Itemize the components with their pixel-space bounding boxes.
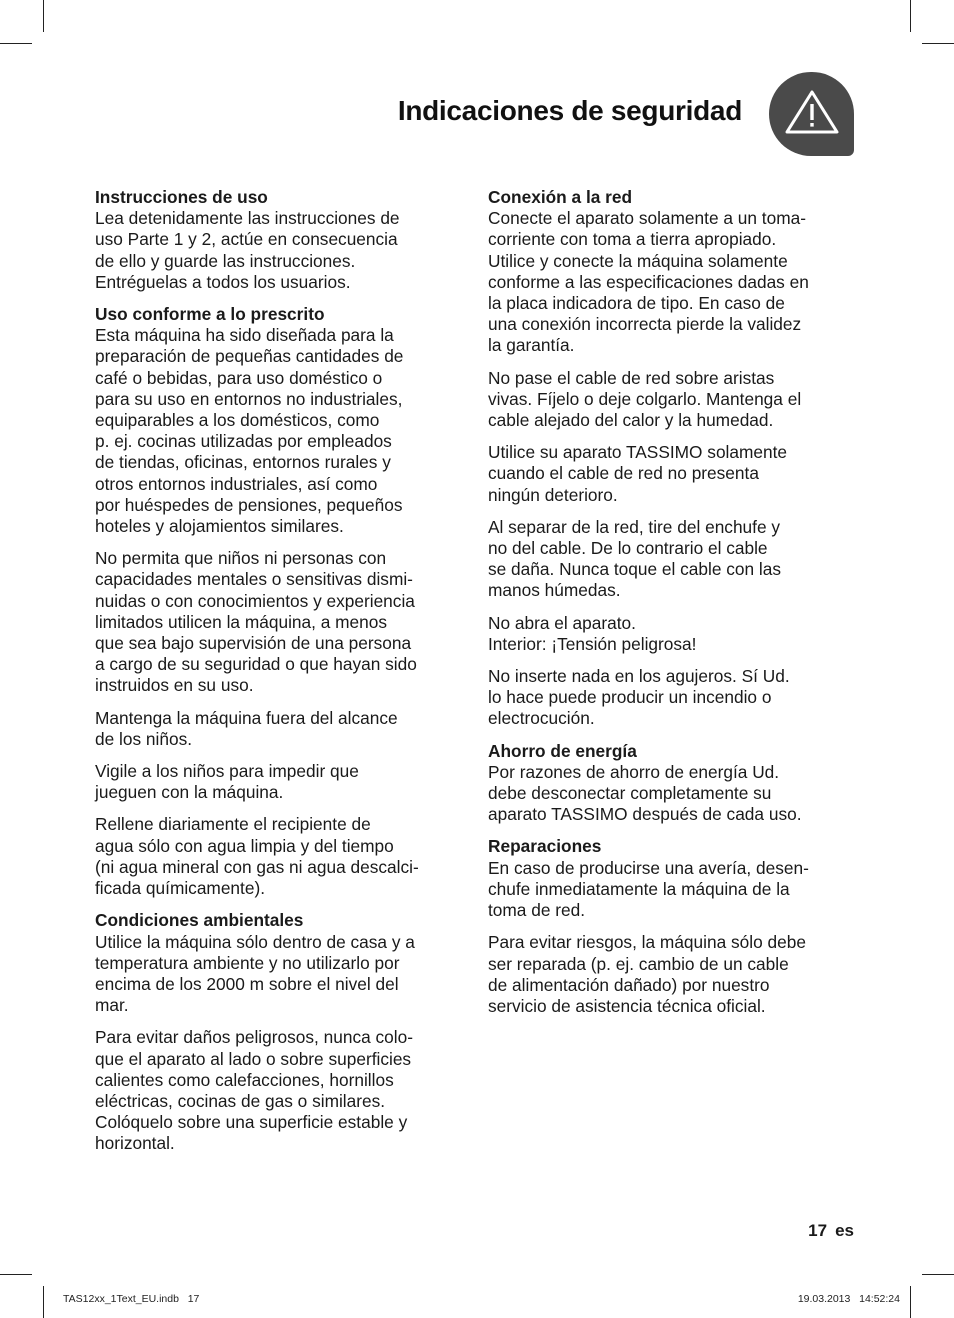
paragraph-line: cable alejado del calor y la humedad.: [488, 410, 774, 431]
paragraph-line: otros entornos industriales, así como: [95, 473, 378, 494]
paragraph-line: Rellene diariamente el recipiente de: [95, 814, 371, 835]
paragraph-line: de los niños.: [95, 728, 193, 749]
paragraph-line: la garantía.: [488, 335, 575, 356]
crop-mark: [0, 43, 32, 44]
paragraph: [95, 548, 463, 696]
paragraph-line: vivas. Fíjelo o deje colgarlo. Mantenga el: [488, 388, 802, 409]
paragraph: [95, 910, 463, 1016]
right-column: [488, 187, 856, 1028]
paragraph-line: temperatura ambiente y no utilizarlo por: [95, 952, 400, 973]
paragraph-line: electrocución.: [488, 708, 595, 729]
paragraph-line: Para evitar riesgos, la máquina sólo debe: [488, 932, 806, 953]
paragraph-line: Utilice y conecte la máquina solamente: [488, 250, 788, 271]
paragraph-line: limitados utilicen la máquina, a menos: [95, 611, 388, 632]
paragraph: [95, 304, 463, 537]
paragraph: [488, 836, 856, 921]
section-heading: Conexión a la red: [488, 187, 633, 207]
footer-timestamp: 19.03.2013 14:52:24: [797, 1293, 900, 1305]
paragraph-line: servicio de asistencia técnica oficial.: [488, 995, 766, 1016]
paragraph-line: conforme a las especificaciones dadas en: [488, 271, 809, 292]
crop-mark: [910, 0, 911, 32]
section-heading: Instrucciones de uso: [95, 187, 268, 207]
paragraph-line: Por razones de ahorro de energía Ud.: [488, 761, 780, 782]
paragraph: [488, 187, 856, 357]
page-number-value: 17: [808, 1221, 828, 1240]
paragraph-line: agua sólo con agua limpia y del tiempo: [95, 835, 394, 856]
paragraph-line: Para evitar daños peligrosos, nunca colo-: [95, 1027, 413, 1048]
paragraph: [95, 814, 463, 899]
paragraph-line: capacidades mentales o sensitivas dismi-: [95, 569, 413, 590]
paragraph-line: Esta máquina ha sido diseñada para la: [95, 325, 394, 346]
paragraph-line: de tiendas, oficinas, entornos rurales y: [95, 452, 391, 473]
paragraph-line: Interior: ¡Tensión peligrosa!: [488, 633, 697, 654]
paragraph: [488, 613, 856, 655]
paragraph-line: Utilice su aparato TASSIMO solamente: [488, 442, 788, 463]
paragraph: [95, 708, 463, 750]
paragraph: [95, 1027, 463, 1154]
paragraph-line: se daña. Nunca toque el cable con las: [488, 559, 782, 580]
paragraph: [488, 932, 856, 1017]
paragraph-line: corriente con toma a tierra apropiado.: [488, 229, 777, 250]
crop-mark: [43, 1286, 44, 1318]
paragraph-line: Mantenga la máquina fuera del alcance: [95, 707, 398, 728]
paragraph-line: No pase el cable de red sobre aristas: [488, 367, 775, 388]
paragraph-line: ficada químicamente).: [95, 878, 266, 899]
warning-triangle-icon: [769, 72, 854, 156]
paragraph-line: una conexión incorrecta pierde la validez: [488, 314, 802, 335]
paragraph-line: para su uso en entornos no industriales,: [95, 388, 403, 409]
paragraph-line: no del cable. De lo contrario el cable: [488, 538, 768, 559]
paragraph: [488, 666, 856, 730]
paragraph: [488, 368, 856, 432]
page-title: Indicaciones de seguridad: [397, 95, 742, 126]
paragraph-line: toma de red.: [488, 900, 586, 921]
paragraph: [95, 187, 463, 293]
paragraph-line: debe desconectar completamente su: [488, 783, 772, 804]
paragraph-line: café o bebidas, para uso doméstico o: [95, 367, 383, 388]
paragraph-line: que el aparato al lado o sobre superficies: [95, 1048, 412, 1069]
paragraph: [488, 517, 856, 602]
paragraph-line: manos húmedas.: [488, 580, 621, 601]
paragraph-line: que sea bajo supervisión de una persona: [95, 633, 412, 654]
paragraph-line: Entréguelas a todos los usuarios.: [95, 271, 351, 292]
left-column: [95, 187, 463, 1166]
paragraph-line: No permita que niños ni personas con: [95, 548, 387, 569]
paragraph-line: calientes como calefacciones, hornillos: [95, 1069, 394, 1090]
paragraph-line: No abra el aparato.: [488, 612, 636, 633]
paragraph-line: jueguen con la máquina.: [95, 782, 284, 803]
paragraph: [95, 761, 463, 803]
paragraph-line: p. ej. cocinas utilizadas por empleados: [95, 431, 392, 452]
crop-mark: [922, 43, 954, 44]
section-heading: Reparaciones: [488, 836, 602, 857]
paragraph-line: Vigile a los niños para impedir que: [95, 761, 359, 782]
paragraph-line: de alimentación dañado) por nuestro: [488, 974, 770, 995]
paragraph-line: uso Parte 1 y 2, actúe en consecuencia: [95, 229, 398, 250]
paragraph-line: Conecte el aparato solamente a un toma-: [488, 208, 806, 229]
paragraph-line: En caso de producirse una avería, desen-: [488, 857, 809, 878]
paragraph-line: No inserte nada en los agujeros. Sí Ud.: [488, 666, 790, 687]
paragraph: [488, 741, 856, 826]
paragraph-line: horizontal.: [95, 1133, 175, 1154]
crop-mark: [910, 1286, 911, 1318]
section-heading: Uso conforme a lo prescrito: [95, 304, 325, 325]
paragraph-line: eléctricas, cocinas de gas o similares.: [95, 1090, 386, 1111]
crop-mark: [43, 0, 44, 32]
language-code: es: [835, 1221, 854, 1240]
paragraph-line: Utilice la máquina sólo dentro de casa y a: [95, 931, 415, 952]
paragraph: [488, 442, 856, 506]
paragraph-line: hoteles y alojamientos similares.: [95, 516, 344, 537]
paragraph-line: aparato TASSIMO después de cada uso.: [488, 804, 802, 825]
paragraph-line: a cargo de su seguridad o que hayan sido: [95, 654, 417, 675]
footer-filename: TAS12xx_1Text_EU.indb 17: [63, 1293, 200, 1305]
page-number: [808, 1221, 854, 1241]
paragraph-line: preparación de pequeñas cantidades de: [95, 346, 404, 367]
paragraph-line: ser reparada (p. ej. cambio de un cable: [488, 953, 789, 974]
paragraph-line: nuidas o con conocimientos y experiencia: [95, 590, 415, 611]
paragraph-line: de ello y guarde las instrucciones.: [95, 250, 356, 271]
paragraph-line: equiparables a los domésticos, como: [95, 410, 380, 431]
crop-mark: [922, 1274, 954, 1275]
paragraph-line: Al separar de la red, tire del enchufe y: [488, 516, 781, 537]
paragraph-line: cuando el cable de red no presenta: [488, 463, 759, 484]
paragraph-line: la placa indicadora de tipo. En caso de: [488, 293, 785, 314]
section-heading: Ahorro de energía: [488, 740, 637, 761]
paragraph-line: ningún deterioro.: [488, 484, 618, 505]
crop-mark: [0, 1274, 32, 1275]
paragraph-line: instruidos en su uso.: [95, 675, 254, 696]
paragraph-line: por huéspedes de pensiones, pequeños: [95, 494, 403, 515]
paragraph-line: chufe inmediatamente la máquina de la: [488, 878, 790, 899]
paragraph-line: encima de los 2000 m sobre el nivel del: [95, 973, 399, 994]
paragraph-line: Colóquelo sobre una superficie estable y: [95, 1112, 408, 1133]
paragraph-line: (ni agua mineral con gas ni agua descalci-: [95, 856, 419, 877]
section-heading: Condiciones ambientales: [95, 910, 304, 931]
paragraph-line: Lea detenidamente las instrucciones de: [95, 208, 400, 229]
paragraph-line: lo hace puede producir un incendio o: [488, 687, 772, 708]
paragraph-line: mar.: [95, 995, 129, 1016]
